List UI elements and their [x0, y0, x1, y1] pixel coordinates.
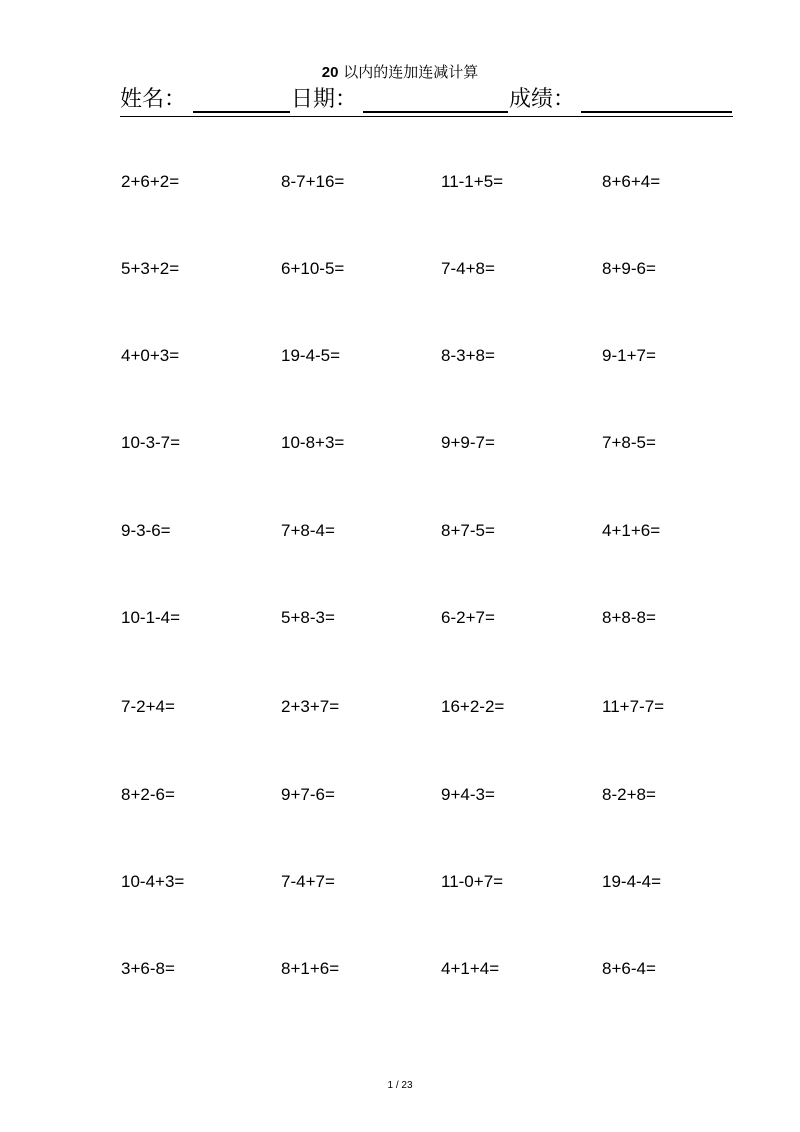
problem-r8-c3: 9+4-3= — [441, 785, 495, 804]
problem-r6-c4: 8+8-8= — [602, 608, 656, 627]
problem-r5-c4: 4+1+6= — [602, 521, 661, 540]
student-info-row — [120, 84, 732, 116]
problem-r9-c3: 11-0+7= — [441, 872, 504, 891]
problem-r2-c1: 5+3+2= — [121, 259, 180, 278]
problem-r8-c4: 8-2+8= — [602, 785, 656, 804]
title-text: 以内的连加连减计算 — [343, 63, 479, 81]
problem-r2-c2: 6+10-5= — [281, 259, 345, 278]
worksheet-title — [0, 62, 800, 83]
problem-r4-c4: 7+8-5= — [602, 433, 656, 452]
score-label: 成绩： — [509, 87, 576, 112]
problem-r1-c3: 11-1+5= — [441, 172, 504, 191]
problem-r7-c1: 7-2+4= — [121, 697, 175, 716]
problem-r7-c3: 16+2-2= — [441, 697, 505, 716]
problem-r1-c4: 8+6+4= — [602, 172, 661, 191]
problem-r5-c1: 9-3-6= — [121, 521, 171, 540]
header-divider — [120, 116, 733, 117]
problem-r10-c4: 8+6-4= — [602, 959, 656, 978]
problem-r3-c4: 9-1+7= — [602, 346, 656, 365]
problem-r3-c1: 4+0+3= — [121, 346, 180, 365]
problem-r8-c1: 8+2-6= — [121, 785, 175, 804]
problem-r10-c1: 3+6-8= — [121, 959, 175, 978]
title-number: 20 — [321, 64, 339, 81]
problem-r3-c3: 8-3+8= — [441, 346, 495, 365]
name-label: 姓名： — [120, 87, 187, 112]
date-blank-line — [363, 111, 508, 113]
problem-r4-c2: 10-8+3= — [281, 433, 345, 452]
problem-r2-c3: 7-4+8= — [441, 259, 495, 278]
problem-r9-c1: 10-4+3= — [121, 872, 185, 891]
problem-r7-c4: 11+7-7= — [602, 697, 665, 716]
problem-r10-c3: 4+1+4= — [441, 959, 500, 978]
problem-r4-c1: 10-3-7= — [121, 433, 181, 452]
problem-r6-c2: 5+8-3= — [281, 608, 335, 627]
problem-r9-c2: 7-4+7= — [281, 872, 335, 891]
problem-r1-c1: 2+6+2= — [121, 172, 180, 191]
problem-r6-c1: 10-1-4= — [121, 608, 181, 627]
page-number: 1 / 23 — [387, 1080, 413, 1091]
problem-r8-c2: 9+7-6= — [281, 785, 335, 804]
problem-r10-c2: 8+1+6= — [281, 959, 340, 978]
problem-r6-c3: 6-2+7= — [441, 608, 495, 627]
name-blank-line — [193, 111, 290, 113]
problem-r3-c2: 19-4-5= — [281, 346, 341, 365]
problem-r1-c2: 8-7+16= — [281, 172, 345, 191]
problem-r2-c4: 8+9-6= — [602, 259, 656, 278]
problem-r5-c3: 8+7-5= — [441, 521, 495, 540]
problem-r5-c2: 7+8-4= — [281, 521, 335, 540]
score-blank-line — [581, 111, 732, 113]
problem-r9-c4: 19-4-4= — [602, 872, 662, 891]
problem-r4-c3: 9+9-7= — [441, 433, 495, 452]
date-label: 日期： — [291, 87, 358, 112]
problem-r7-c2: 2+3+7= — [281, 697, 340, 716]
